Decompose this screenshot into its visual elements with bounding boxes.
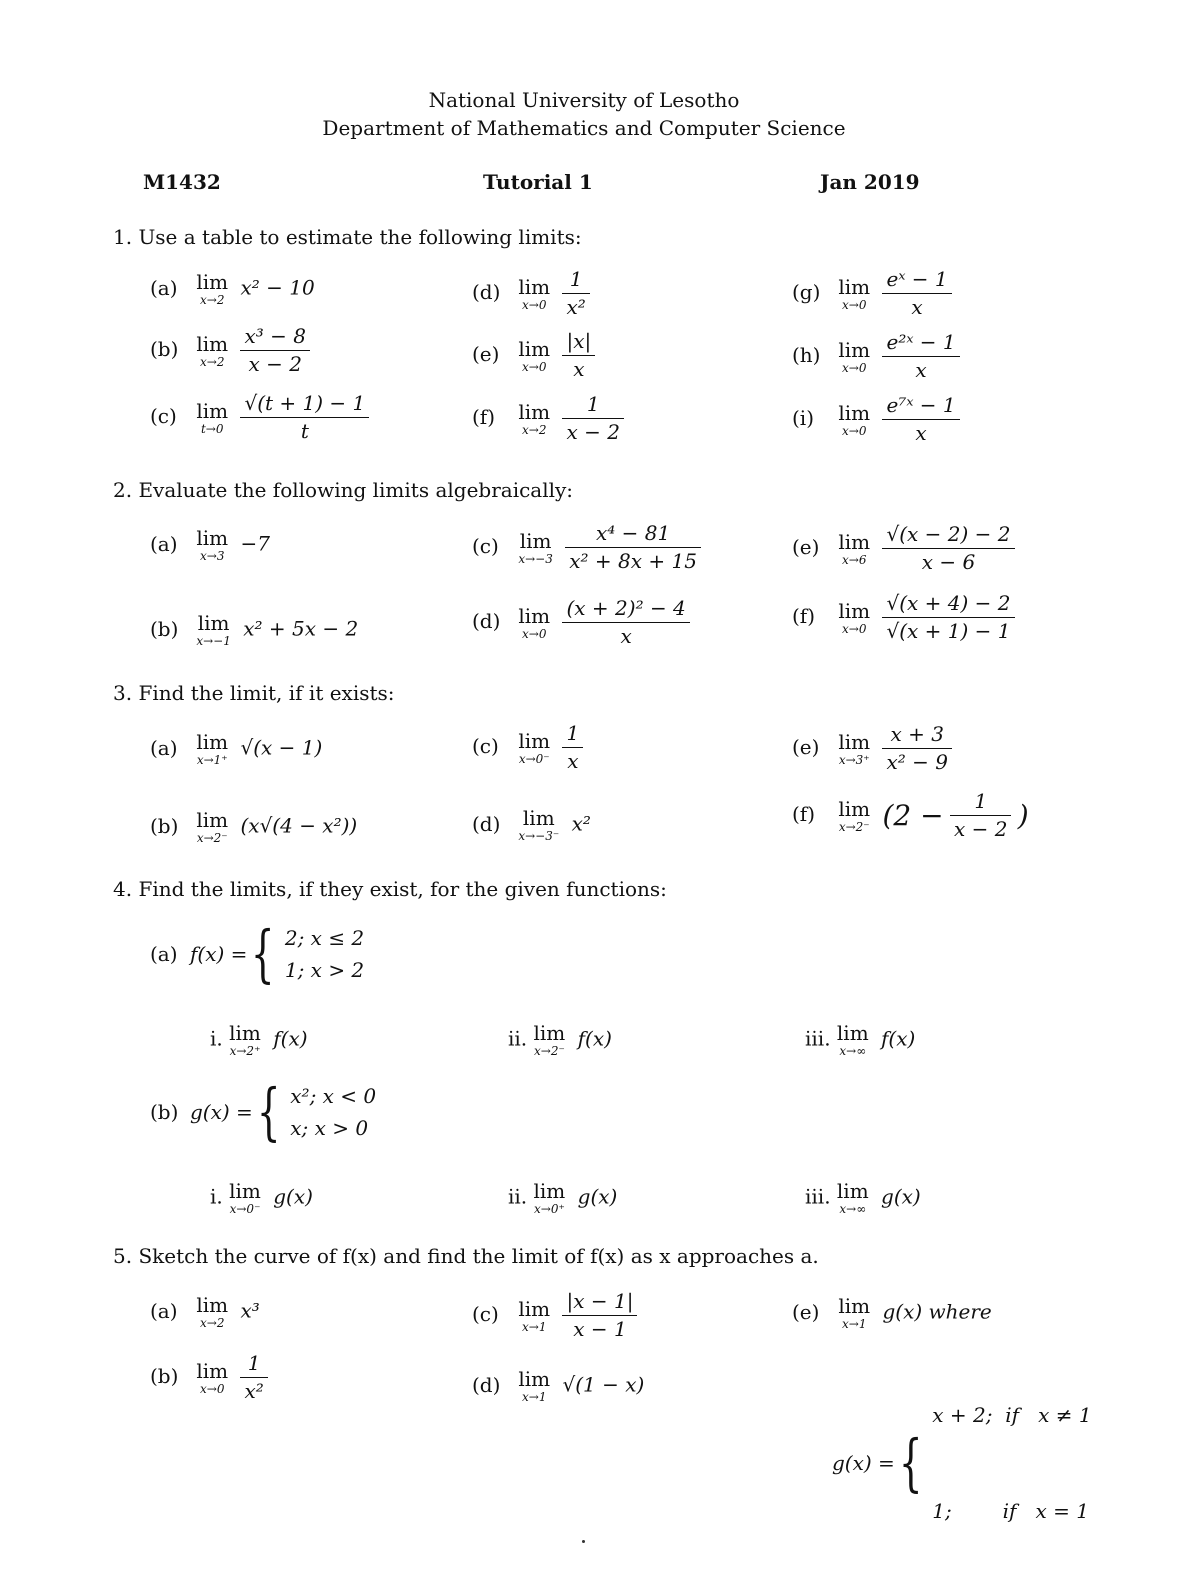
numerator: 1 xyxy=(950,790,1011,816)
item-label: (c) xyxy=(472,1302,499,1326)
limit-operator xyxy=(196,732,228,766)
limit-operator xyxy=(196,398,229,436)
item-label: (a) xyxy=(150,531,178,556)
sub-label: i. xyxy=(210,1026,223,1051)
limit-subscript: x→0 xyxy=(522,626,547,641)
q1-item-g xyxy=(792,268,952,319)
q5-item-d xyxy=(472,1369,644,1403)
limit-subscript: x→0⁻ xyxy=(229,1202,261,1216)
item-label: (c) xyxy=(150,404,177,428)
numerator: 1 xyxy=(562,393,623,419)
item-label: (d) xyxy=(472,280,501,304)
lim-word: lim xyxy=(836,1179,869,1203)
question-1-text: 1. Use a table to estimate the following limits: xyxy=(113,225,582,249)
university-name: National University of Lesotho xyxy=(428,88,740,112)
lim-word: lim xyxy=(229,1021,261,1045)
lim-word: lim xyxy=(196,398,229,423)
q2-item-d xyxy=(472,597,690,648)
denominator: x xyxy=(567,749,579,773)
limit-subscript: x→2⁻ xyxy=(838,819,870,834)
item-label: (c) xyxy=(472,734,499,758)
fraction xyxy=(950,790,1011,841)
item-label: (i) xyxy=(792,406,815,430)
denominator: x xyxy=(915,421,927,445)
lim-word: lim xyxy=(196,1293,229,1317)
lim-word: lim xyxy=(197,611,230,635)
q1-item-h xyxy=(792,331,960,382)
close-paren: ) xyxy=(1017,799,1029,832)
q1-item-e xyxy=(472,330,595,381)
fraction xyxy=(882,268,951,319)
limit-operator xyxy=(838,274,871,312)
case-2: 1; if x = 1 xyxy=(932,1499,1089,1523)
case-1: 2; x ≤ 2 xyxy=(284,926,365,950)
numerator: √(x + 4) − 2 xyxy=(882,592,1014,618)
q3-item-c xyxy=(472,722,583,773)
denominator: x xyxy=(915,358,927,382)
q1-item-f xyxy=(472,393,624,444)
limit-operator xyxy=(837,1181,869,1215)
q2-item-e xyxy=(792,523,1015,574)
limit-expression: (x√(4 − x²)) xyxy=(240,813,358,838)
limit-operator xyxy=(518,1296,551,1334)
q4-item-b xyxy=(150,1075,377,1148)
limit-subscript: x→0 xyxy=(842,360,867,375)
lim-word: lim xyxy=(519,528,552,553)
item-label: (e) xyxy=(472,342,500,366)
numerator: |x| xyxy=(562,330,595,356)
fraction xyxy=(240,392,369,443)
limit-expression: x² xyxy=(571,811,591,836)
fraction xyxy=(882,723,952,774)
item-label: (d) xyxy=(472,609,501,633)
limit-subscript: x→3⁺ xyxy=(838,752,870,767)
question-2-text: 2. Evaluate the following limits algebraically: xyxy=(113,478,574,502)
numerator: x⁴ − 81 xyxy=(565,522,701,548)
item-label: (b) xyxy=(150,1100,179,1124)
limit-expression: g(x) xyxy=(577,1184,618,1209)
denominator: x xyxy=(911,295,923,319)
limit-expression: √(x − 1) xyxy=(240,735,323,760)
tutorial-date: Jan 2019 xyxy=(820,170,920,194)
sub-label: i. xyxy=(210,1184,223,1209)
question-5-text: 5. Sketch the curve of f(x) and find the limit of f(x) as x approaches a. xyxy=(113,1244,819,1268)
denominator: x − 2 xyxy=(953,817,1008,841)
q4a-sub-i xyxy=(210,1023,308,1057)
item-label: (b) xyxy=(150,337,179,361)
sub-label: iii. xyxy=(805,1026,831,1051)
q1-item-c xyxy=(150,392,369,443)
q3-item-a xyxy=(150,732,322,766)
limit-subscript: t→0 xyxy=(200,421,224,436)
limit-subscript: x→1⁺ xyxy=(196,753,228,767)
limit-operator xyxy=(518,528,553,566)
left-brace: { xyxy=(251,917,275,990)
piecewise-cases xyxy=(290,1080,376,1144)
q1-item-i xyxy=(792,394,960,445)
fraction xyxy=(882,523,1014,574)
question-3-text: 3. Find the limit, if it exists: xyxy=(113,681,395,705)
limit-operator xyxy=(196,613,231,647)
denominator: x − 2 xyxy=(248,352,302,376)
function-name: g(x) = xyxy=(190,1100,253,1124)
lim-word: lim xyxy=(836,1021,869,1045)
tutorial-title: Tutorial 1 xyxy=(483,170,593,194)
limit-subscript: x→6 xyxy=(842,552,867,567)
limit-subscript: x→2 xyxy=(200,1316,225,1330)
fraction xyxy=(562,597,689,648)
lim-word: lim xyxy=(533,1021,566,1045)
limit-subscript: x→0⁺ xyxy=(534,1202,565,1216)
limit-expression: f(x) xyxy=(273,1026,308,1051)
lim-word: lim xyxy=(196,331,229,356)
q2-item-a xyxy=(150,528,270,562)
department-name: Department of Mathematics and Computer Science xyxy=(322,116,846,140)
denominator: t xyxy=(300,419,309,443)
piecewise-cases xyxy=(285,922,364,986)
q4a-sub-iii xyxy=(805,1023,915,1057)
q3-item-b xyxy=(150,810,357,844)
item-label: (e) xyxy=(792,1299,820,1324)
denominator: x − 6 xyxy=(921,550,976,574)
limit-operator xyxy=(518,274,551,312)
case-2: 1; x > 2 xyxy=(284,958,365,982)
denominator: x − 2 xyxy=(566,420,620,444)
fraction xyxy=(562,1290,637,1341)
lim-word: lim xyxy=(196,526,229,550)
lim-word: lim xyxy=(838,400,871,425)
numerator: e²ˣ − 1 xyxy=(882,331,959,357)
denominator: x xyxy=(573,357,585,381)
limit-expression: g(x) xyxy=(881,1184,921,1209)
item-label: (a) xyxy=(150,275,178,300)
item-label: (f) xyxy=(792,604,816,628)
item-label: (f) xyxy=(792,802,816,826)
limit-expression: g(x) where xyxy=(882,1299,992,1324)
limit-operator xyxy=(838,337,871,375)
fraction xyxy=(882,394,959,445)
numerator: √(t + 1) − 1 xyxy=(240,392,369,418)
limit-operator xyxy=(518,399,551,437)
q1-item-d xyxy=(472,268,590,319)
limit-operator xyxy=(196,1295,228,1329)
denominator: x xyxy=(620,624,632,648)
numerator: 1 xyxy=(240,1352,267,1378)
numerator: e⁷ˣ − 1 xyxy=(882,394,959,420)
lim-word: lim xyxy=(838,796,871,821)
limit-expression: f(x) xyxy=(881,1026,916,1051)
item-label: (g) xyxy=(792,280,821,304)
lim-word: lim xyxy=(229,1179,261,1203)
limit-subscript: x→−1 xyxy=(196,634,231,648)
item-label: (e) xyxy=(792,735,820,759)
numerator: 1 xyxy=(562,722,583,748)
denominator: x² + 8x + 15 xyxy=(569,549,697,573)
lim-word: lim xyxy=(518,336,551,361)
course-code: M1432 xyxy=(143,170,221,194)
item-label: (d) xyxy=(472,811,501,836)
lim-word: lim xyxy=(518,728,551,753)
limit-expression: −7 xyxy=(240,531,270,556)
numerator: x + 3 xyxy=(882,723,952,749)
limit-subscript: x→∞ xyxy=(839,1044,867,1058)
q3-item-f xyxy=(792,790,1029,841)
limit-subscript: x→0 xyxy=(842,297,867,312)
limit-operator xyxy=(534,1181,566,1215)
limit-operator xyxy=(196,331,229,369)
q4-item-a xyxy=(150,917,365,990)
fraction xyxy=(882,331,959,382)
case-1: x + 2; if x ≠ 1 xyxy=(932,1403,1092,1427)
lim-word: lim xyxy=(196,730,229,754)
q1-item-b xyxy=(150,325,310,376)
limit-subscript: x→−3 xyxy=(518,551,553,566)
limit-expression: x² + 5x − 2 xyxy=(243,616,359,641)
item-label: (c) xyxy=(472,534,499,558)
page-dot xyxy=(582,1540,585,1543)
item-label: (a) xyxy=(150,1298,178,1323)
lim-word: lim xyxy=(518,274,551,299)
q3-item-e xyxy=(792,723,952,774)
open-paren: (2 − xyxy=(882,799,944,832)
limit-operator xyxy=(518,336,551,374)
case-2: x; x > 0 xyxy=(290,1116,369,1140)
limit-subscript: x→0 xyxy=(200,1381,225,1396)
case-1: x²; x < 0 xyxy=(290,1084,377,1108)
limit-operator xyxy=(838,729,871,767)
limit-subscript: x→2⁺ xyxy=(229,1044,261,1058)
item-label: (b) xyxy=(150,1364,179,1388)
limit-operator xyxy=(838,1296,870,1330)
denominator: √(x + 1) − 1 xyxy=(886,619,1011,643)
q5-item-c xyxy=(472,1290,637,1341)
q2-item-c xyxy=(472,522,701,573)
numerator: (x + 2)² − 4 xyxy=(562,597,689,623)
fraction xyxy=(240,325,310,376)
sub-label: iii. xyxy=(805,1184,831,1209)
lim-word: lim xyxy=(838,729,871,754)
limit-subscript: x→1 xyxy=(522,1319,547,1334)
limit-subscript: x→2⁻ xyxy=(196,831,228,845)
lim-word: lim xyxy=(838,598,871,623)
q4b-sub-i xyxy=(210,1181,313,1215)
fraction xyxy=(882,592,1014,643)
limit-operator xyxy=(518,1369,550,1403)
lim-word: lim xyxy=(838,337,871,362)
q5-item-e xyxy=(792,1296,992,1330)
sub-label: ii. xyxy=(508,1184,528,1209)
item-label: (f) xyxy=(472,405,496,429)
q2-item-f xyxy=(792,592,1015,643)
limit-expression: f(x) xyxy=(577,1026,612,1051)
denominator: x² − 9 xyxy=(886,750,948,774)
q4b-sub-ii xyxy=(508,1181,617,1215)
numerator: |x − 1| xyxy=(562,1290,637,1316)
item-label: (e) xyxy=(792,535,820,559)
limit-expression: √(1 − x) xyxy=(562,1372,645,1397)
limit-subscript: x→2 xyxy=(200,293,225,307)
limit-subscript: x→2 xyxy=(200,354,225,369)
numerator: x³ − 8 xyxy=(240,325,310,351)
q4b-sub-iii xyxy=(805,1181,921,1215)
lim-word: lim xyxy=(838,274,871,299)
q3-item-d xyxy=(472,808,591,842)
limit-subscript: x→0 xyxy=(522,297,547,312)
limit-expression: x³ xyxy=(240,1298,260,1323)
lim-word: lim xyxy=(196,270,229,294)
function-name: f(x) = xyxy=(190,942,248,966)
q2-item-b xyxy=(150,613,358,647)
limit-operator xyxy=(838,529,871,567)
limit-subscript: x→1 xyxy=(522,1390,547,1404)
lim-word: lim xyxy=(518,603,551,628)
limit-operator xyxy=(518,808,559,842)
denominator: x² xyxy=(244,1379,264,1403)
limit-operator xyxy=(838,400,871,438)
item-label: (b) xyxy=(150,813,179,838)
lim-word: lim xyxy=(533,1179,566,1203)
limit-subscript: x→0⁻ xyxy=(518,751,550,766)
limit-operator xyxy=(196,528,228,562)
limit-subscript: x→3 xyxy=(200,549,225,563)
numerator: 1 xyxy=(562,268,589,294)
item-label: (a) xyxy=(150,942,178,966)
limit-operator xyxy=(518,728,551,766)
limit-operator xyxy=(838,796,871,834)
numerator: √(x − 2) − 2 xyxy=(882,523,1014,549)
left-brace: { xyxy=(256,1075,281,1148)
limit-subscript: x→0 xyxy=(842,621,867,636)
limit-subscript: x→0 xyxy=(522,359,547,374)
lim-word: lim xyxy=(196,1358,229,1383)
limit-subscript: x→0 xyxy=(842,423,867,438)
limit-operator xyxy=(837,1023,869,1057)
lim-word: lim xyxy=(838,529,871,554)
left-brace: { xyxy=(898,1426,923,1499)
limit-subscript: x→−3⁻ xyxy=(518,829,560,843)
limit-operator xyxy=(229,1181,261,1215)
limit-operator xyxy=(196,272,228,306)
q5-item-b xyxy=(150,1352,268,1403)
lim-word: lim xyxy=(518,399,551,424)
limit-subscript: x→1 xyxy=(842,1317,867,1331)
limit-operator xyxy=(229,1023,261,1057)
limit-operator xyxy=(196,1358,229,1396)
lim-word: lim xyxy=(518,1367,551,1391)
limit-operator xyxy=(534,1023,566,1057)
limit-subscript: x→2 xyxy=(522,422,547,437)
fraction xyxy=(240,1352,267,1403)
sub-label: ii. xyxy=(508,1026,528,1051)
fraction xyxy=(562,330,595,381)
limit-operator xyxy=(838,598,871,636)
limit-subscript: x→∞ xyxy=(839,1202,867,1216)
q4a-sub-ii xyxy=(508,1023,612,1057)
item-label: (h) xyxy=(792,343,821,367)
numerator: eˣ − 1 xyxy=(882,268,951,294)
lim-word: lim xyxy=(196,808,229,832)
lim-word: lim xyxy=(522,806,555,830)
lim-word: lim xyxy=(518,1296,551,1321)
limit-operator xyxy=(518,603,551,641)
item-label: (a) xyxy=(150,735,178,760)
limit-operator xyxy=(196,810,228,844)
limit-expression: x² − 10 xyxy=(240,275,315,300)
denominator: x² xyxy=(566,295,586,319)
fraction xyxy=(562,393,623,444)
lim-word: lim xyxy=(838,1294,871,1318)
q1-item-a xyxy=(150,272,315,306)
limit-expression: g(x) xyxy=(273,1184,313,1209)
fraction xyxy=(562,722,583,773)
denominator: x − 1 xyxy=(573,1317,627,1341)
fraction xyxy=(562,268,589,319)
item-label: (b) xyxy=(150,616,179,641)
function-name: g(x) = xyxy=(832,1451,895,1475)
q5-item-a xyxy=(150,1295,260,1329)
fraction xyxy=(565,522,701,573)
item-label: (d) xyxy=(472,1372,501,1397)
question-4-text: 4. Find the limits, if they exist, for the given functions: xyxy=(113,877,667,901)
limit-subscript: x→2⁻ xyxy=(534,1044,565,1058)
